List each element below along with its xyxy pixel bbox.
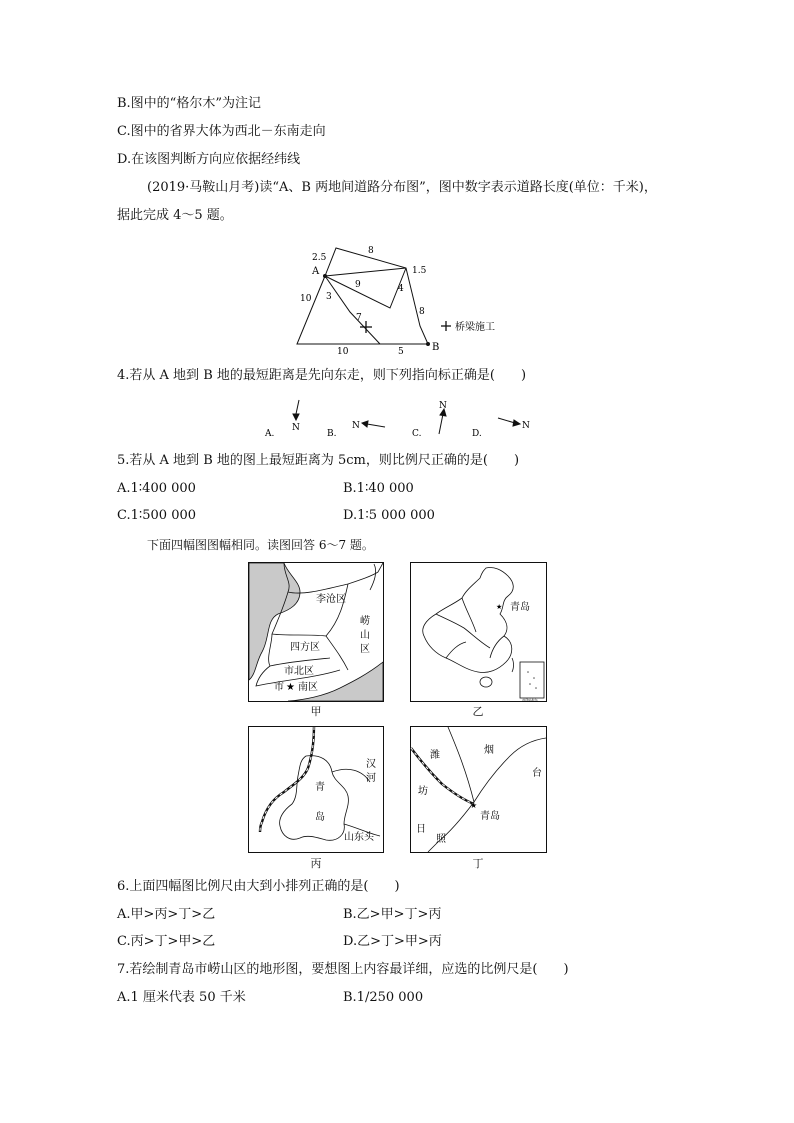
road-number: 7 [356, 313, 362, 323]
q4-stem: 4.若从 A 地到 B 地的最短距离是先向东走，则下列指向标正确是( ) [117, 368, 527, 383]
option-b-text: B.图中的“格尔木”为注记 [117, 96, 261, 111]
label-laoshan-1: 崂 [360, 616, 370, 627]
label-yan: 烟 [484, 745, 494, 756]
intro-line-1: (2019·马鞍山月考)读“A、B 两地间道路分布图”，图中数字表示道路长度(单位：千米)， [147, 180, 657, 195]
intro-line-2: 据此完成 4～5 题。 [117, 208, 233, 223]
caption-ding: 丁 [472, 857, 484, 870]
caption-yi: 乙 [472, 705, 484, 718]
label-shinan-qu: 南区 [298, 682, 318, 693]
label-fang: 坊 [418, 786, 428, 797]
north-label: N [352, 421, 360, 431]
q7-option-a: A.1 厘米代表 50 千米 [117, 990, 246, 1005]
bridge-legend: 桥梁施工 [455, 322, 495, 333]
option-d-text: D.在该图判断方向应依据经纬线 [117, 152, 301, 167]
map-yi [410, 562, 547, 702]
caption-bing: 丙 [310, 857, 322, 870]
q5-option-a: A.1∶400 000 [117, 481, 196, 496]
label-shinan-shi: 市 [274, 682, 284, 693]
q5-option-d: D.1∶5 000 000 [343, 508, 435, 523]
label-hanhe-2: 河 [366, 773, 376, 784]
city-star-icon: ★ [496, 603, 503, 611]
q6-option-d: D.乙>丁>甲>丙 [343, 934, 442, 949]
label-ri: 日 [416, 824, 426, 835]
caption-jia: 甲 [310, 705, 322, 718]
road-map-figure [280, 240, 520, 360]
q5-option-b: B.1∶40 000 [343, 481, 414, 496]
label-laoshan-3: 区 [360, 644, 370, 655]
point-a-label: A [312, 266, 320, 277]
q7-stem: 7.若绘制青岛市崂山区的地形图，要想图上内容最详细，应选的比例尺是( ) [117, 962, 569, 977]
road-number: 10 [337, 347, 349, 357]
road-number: 4 [398, 284, 404, 294]
label-qing: 青 [315, 782, 325, 793]
point-b-label: B [432, 342, 440, 353]
road-number: 2.5 [312, 253, 327, 263]
option-label: C. [412, 429, 422, 439]
label-qingdao: 青岛 [510, 602, 530, 613]
label-laoshan-2: 山 [360, 630, 370, 641]
inset-label: 南海诸岛 [522, 698, 538, 702]
city-star-icon: ★ [470, 801, 478, 810]
label-wei: 潍 [430, 750, 440, 761]
option-c-text: C.图中的省界大体为西北－东南走向 [117, 124, 326, 139]
map-bing [248, 726, 384, 853]
city-star-icon: ★ [286, 682, 295, 693]
map-ding [410, 726, 547, 853]
road-number: 10 [300, 294, 312, 304]
label-licang: 李沧区 [316, 594, 346, 605]
road-number: 3 [326, 292, 332, 302]
option-label: D. [472, 429, 482, 439]
q6-option-a: A.甲>丙>丁>乙 [117, 907, 216, 922]
label-shibei: 市北区 [284, 666, 314, 677]
q7-option-b: B.1/250 000 [343, 990, 424, 1005]
q6-stem: 6.上面四幅图比例尺由大到小排列正确的是( ) [117, 879, 400, 894]
q6-option-c: C.丙>丁>甲>乙 [117, 934, 216, 949]
label-qingdao: 青岛 [480, 811, 500, 822]
label-hanhe-1: 汉 [366, 759, 376, 770]
q5-option-c: C.1∶500 000 [117, 508, 197, 523]
road-number: 5 [398, 347, 404, 357]
road-number: 8 [368, 246, 374, 256]
north-label: N [439, 401, 447, 411]
north-label: N [292, 423, 300, 433]
intro-6-7: 下面四幅图图幅相同。读图回答 6～7 题。 [147, 538, 374, 552]
label-tai: 台 [532, 768, 542, 779]
map-jia [248, 562, 384, 702]
label-shandongtou: 山东头 [344, 832, 374, 843]
road-number: 9 [355, 280, 361, 290]
label-sifang: 四方区 [290, 642, 320, 653]
q4-north-arrows [255, 396, 545, 440]
label-dao: 岛 [315, 812, 325, 823]
q5-stem: 5.若从 A 地到 B 地的图上最短距离为 5cm，则比例尺正确的是( ) [117, 453, 520, 468]
q6-option-b: B.乙>甲>丁>丙 [343, 907, 442, 922]
road-number: 8 [419, 307, 425, 317]
option-label: B. [327, 429, 337, 439]
option-label: A. [265, 429, 275, 439]
road-number: 1.5 [412, 266, 427, 276]
label-zhao: 照 [436, 834, 446, 845]
north-label: N [522, 421, 530, 431]
